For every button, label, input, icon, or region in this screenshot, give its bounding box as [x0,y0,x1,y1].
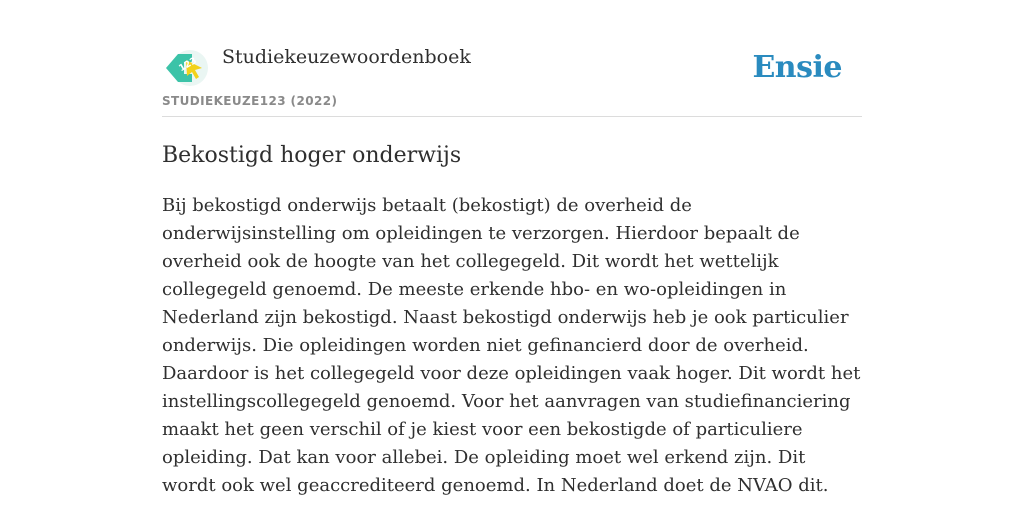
ensie-brand-logo[interactable]: Ensie [752,50,842,85]
entry-header [162,44,862,117]
source-label: STUDIEKEUZE123 (2022) [162,94,338,108]
entry-term: Bekostigd hoger onderwijs [162,143,462,168]
dictionary-name[interactable]: Studiekeuzewoordenboek [222,46,471,68]
logo-text: 123 [177,56,199,75]
studiekeuze123-logo-icon[interactable] [162,46,208,88]
entry-card [162,44,862,500]
entry-definition: Bij bekostigd onderwijs betaalt (bekostigt) de overheid de onderwijsinstelling om opleidingen te verzorgen. Hierdoor bepaalt de overheid ook de hoogte van het collegegeld. Dit wordt het wettelijk collegegeld genoemd. De meeste erkende hbo- en wo-opleidingen in Nederland zijn bekostigd. Naast bekostigd onderwijs heb je ook particulier onderwijs. Die opleidingen worden niet gefinancierd door de overheid. Daardoor is het collegegeld voor deze opleidingen vaak hoger. Dit wordt het instellingscollegegeld genoemd. Voor het aanvragen van studiefinanciering maakt het geen verschil of je kiest voor een bekostigde of particuliere opleiding. Dat kan voor allebei. De opleiding moet wel erkend zijn. Dit wordt ook wel geaccrediteerd genoemd. In Nederland doet de NVAO dit. [162,195,861,496]
